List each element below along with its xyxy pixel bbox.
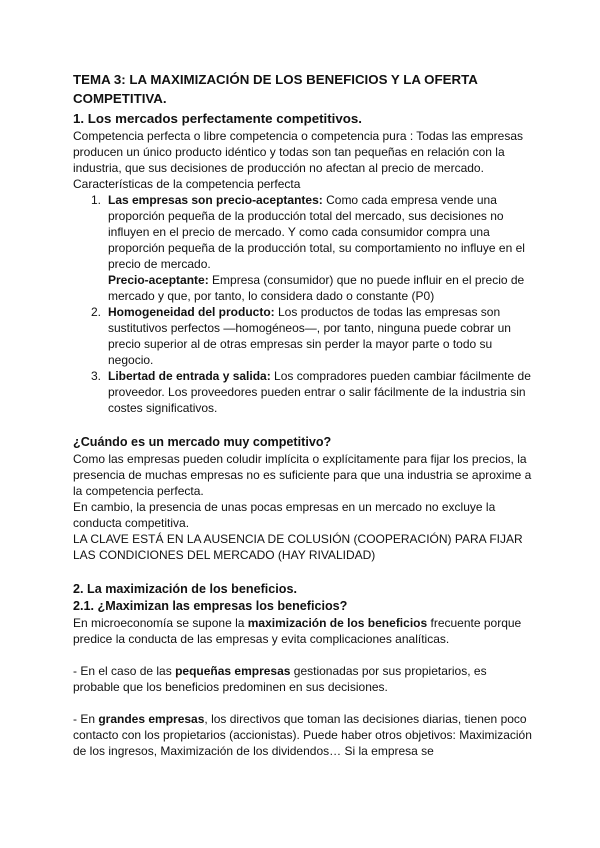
small-firms-paragraph bbox=[73, 663, 533, 695]
section-2-1-paragraph bbox=[73, 615, 533, 647]
paragraph-emphasis: maximización de los beneficios bbox=[247, 616, 428, 630]
list-term: Homogeneidad del producto: bbox=[108, 305, 275, 319]
list-term: Libertad de entrada y salida: bbox=[108, 369, 271, 383]
question-paragraph-3: LA CLAVE ESTÁ EN LA AUSENCIA DE COLUSIÓN (COOPERACIÓN) PARA FIJAR LAS CONDICIONES DEL MERCADO (HAY RIVALIDAD) bbox=[73, 532, 523, 562]
list-term: Las empresas son precio-aceptantes: bbox=[108, 193, 323, 207]
document-title bbox=[73, 70, 533, 108]
list-number: 1. bbox=[91, 193, 102, 207]
list-number: 3. bbox=[91, 369, 102, 383]
characteristics-list bbox=[73, 192, 533, 416]
section-2-heading: 2. La maximización de los beneficios. bbox=[73, 582, 297, 596]
definition-text: Empresa (consumidor) que no puede influir en el precio de mercado y que, por tanto, lo considera dado o constante (P0) bbox=[108, 273, 525, 303]
question-paragraph-1: Como las empresas pueden coludir implícita o explícitamente para fijar los precios, la presencia de muchas empresas no es suficiente para que una industria se aproxime a la competencia perfecta. bbox=[73, 452, 532, 498]
paragraph-text: En microeconomía se supone la bbox=[73, 616, 248, 630]
list-text: Como cada empresa vende una proporción pequeña de la producción total del mercado, sus decisiones no influyen en el precio de mercado. Y como cada consumidor compra una proporción pequeña de la producción total, su comportamiento no influye en el precio de mercado. bbox=[108, 193, 525, 271]
list-number: 2. bbox=[91, 305, 102, 319]
definition-block bbox=[73, 272, 533, 304]
list-text: Los productos de todas las empresas son sustitutivos perfectos —homogéneos—, por tanto, ninguna puede cobrar un precio superior al de otras empresas sin perder la mayor parte o todo su negocio. bbox=[108, 305, 511, 367]
document-page bbox=[73, 70, 533, 759]
section-1-heading: 1. Los mercados perfectamente competitivos. bbox=[73, 111, 362, 126]
list-item bbox=[73, 304, 533, 368]
paragraph-emphasis: grandes empresas bbox=[98, 712, 205, 726]
paragraph-text: - En bbox=[73, 712, 99, 726]
paragraph-text: - En el caso de las bbox=[73, 664, 176, 678]
paragraph-text: gestionadas por sus propietarios, es probable que los beneficios predominen en sus decisiones. bbox=[73, 664, 487, 694]
section-2-1-heading: 2.1. ¿Maximizan las empresas los beneficios? bbox=[73, 599, 348, 613]
title-line-2: COMPETITIVA. bbox=[73, 91, 167, 106]
section-1-intro: Competencia perfecta o libre competencia o competencia pura : Todas las empresas producen un único producto idéntico y todas son tan pequeñas en relación con la industria, que sus decisiones de producción no afectan al precio de mercado. bbox=[73, 129, 524, 175]
paragraph-text: , los directivos que toman las decisiones diarias, tienen poco contacto con los propietarios (accionistas). Puede haber otros objetivos: Maximización de los ingresos, Maximización de los dividendos… Si la empresa se bbox=[73, 712, 532, 758]
title-line-1: TEMA 3: LA MAXIMIZACIÓN DE LOS BENEFICIOS Y LA OFERTA bbox=[73, 72, 478, 87]
list-item bbox=[73, 368, 533, 416]
paragraph-text: frecuente porque predice la conducta de las empresas y evita complicaciones analíticas. bbox=[73, 616, 522, 646]
question-paragraph-2: En cambio, la presencia de unas pocas empresas en un mercado no excluye la conducta competitiva. bbox=[73, 500, 496, 530]
paragraph-emphasis: pequeñas empresas bbox=[175, 664, 291, 678]
definition-term: Precio-aceptante: bbox=[108, 273, 209, 287]
question-heading: ¿Cuándo es un mercado muy competitivo? bbox=[73, 435, 332, 449]
large-firms-paragraph bbox=[73, 711, 533, 759]
characteristics-label: Características de la competencia perfecta bbox=[73, 177, 301, 191]
list-item bbox=[73, 192, 533, 272]
list-text: Los compradores pueden cambiar fácilmente de proveedor. Los proveedores pueden entrar o salir fácilmente de la industria sin costes significativos. bbox=[108, 369, 531, 415]
